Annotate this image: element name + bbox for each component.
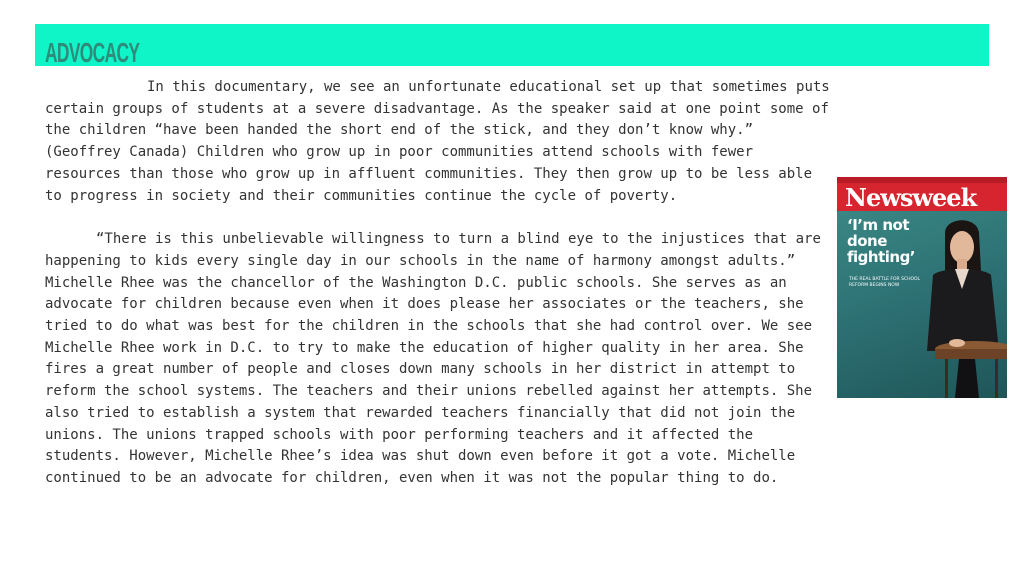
body-text bbox=[45, 77, 835, 490]
cover-logo: Newsweek bbox=[845, 183, 977, 212]
cover-subhead: THE REAL BATTLE FOR SCHOOL REFORM BEGINS NOW bbox=[849, 277, 921, 288]
newsweek-cover-image bbox=[837, 177, 1007, 398]
paragraph-2: “There is this unbelievable willingness to turn a blind eye to the injustices that are happening to kids every single day in our schools in the name of harmony amongst adults.” Michelle Rhee was the chancellor of the Washington D.C. public schools. She serves as an advocate for children because even when it does please her associates or the teachers, she tried to do what was best for the children in the schools that she had control over. We see Michelle Rhee work in D.C. to try to make the education of higher quality in her area. She fires a great number of people and closes down many schools in her district in attempt to reform the school systems. The teachers and their unions rebelled against her attempts. She also tried to establish a system that rewarded teachers financially that did not join the unions. The unions trapped schools with poor performing teachers and it affected the students. However, Michelle Rhee’s idea was shut down even before it got a vote. Michelle continued to be an advocate for children, even when it was not the popular thing to do. bbox=[45, 231, 821, 486]
cover-logo-band bbox=[837, 183, 1007, 211]
slide-title: ADVOCACY bbox=[45, 37, 140, 68]
title-bar bbox=[35, 24, 989, 66]
cover-portrait-illustration bbox=[915, 211, 1007, 398]
paragraph-1: In this documentary, we see an unfortunate educational set up that sometimes puts certain groups of students at a severe disadvantage. As the speaker said at one point some of the children “have been handed the short end of the stick, and they don’t know why.” (Geoffrey Canada) Children who grow up in poor communities attend schools with fewer resources than those who grow up in affluent communities. They then grow up to be less able to progress in society and their communities continue the cycle of poverty. bbox=[45, 79, 830, 204]
cover-headline: ‘I’m not done fighting’ bbox=[847, 216, 916, 266]
